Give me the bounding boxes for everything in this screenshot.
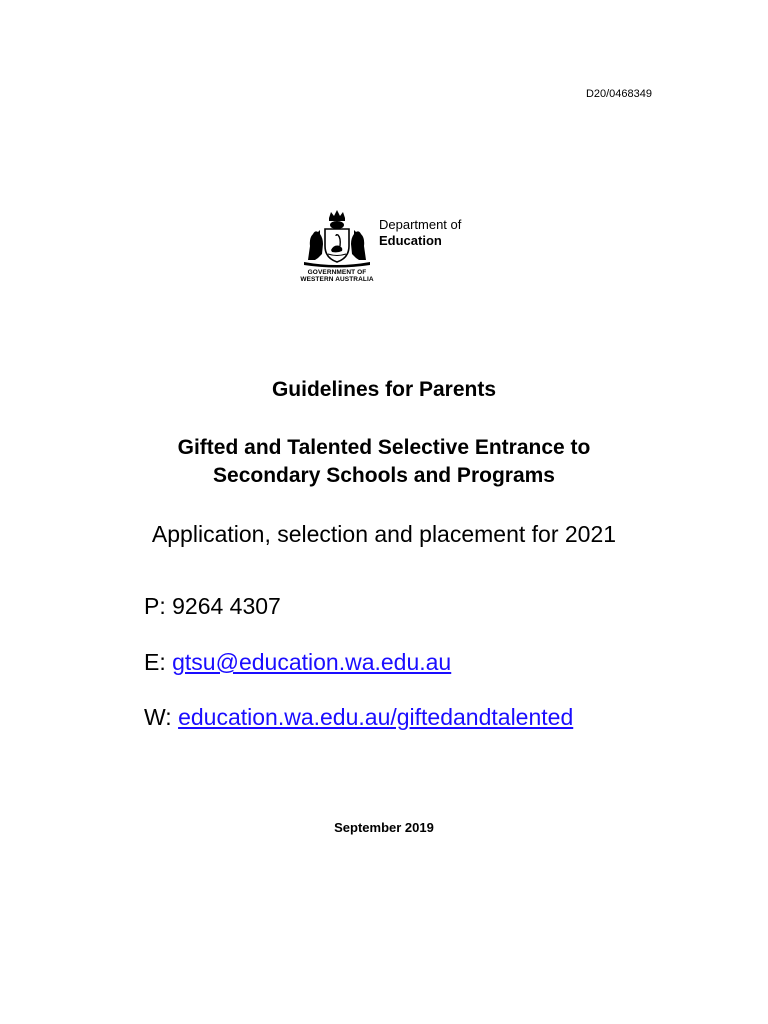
- email-contact: [144, 647, 451, 677]
- department-logo: [298, 208, 498, 288]
- website-label: W:: [144, 704, 172, 730]
- department-label-line1: Department of: [379, 217, 462, 232]
- page-subtitle-line1: Gifted and Talented Selective Entrance to: [177, 436, 591, 459]
- website-contact: [144, 702, 573, 732]
- government-label-line2: WESTERN AUSTRALIA: [300, 276, 374, 283]
- phone-contact: [144, 591, 281, 621]
- page-subtitle-line2: Secondary Schools and Programs: [213, 464, 555, 487]
- email-link[interactable]: gtsu@education.wa.edu.au: [172, 649, 452, 675]
- email-label: E:: [144, 649, 166, 675]
- phone-value: 9264 4307: [172, 593, 281, 619]
- publication-date: September 2019: [334, 820, 434, 835]
- website-link[interactable]: education.wa.edu.au/giftedandtalented: [178, 704, 574, 730]
- department-label-line2: Education: [379, 233, 442, 248]
- page-title: Guidelines for Parents: [271, 378, 497, 401]
- page-description: Application, selection and placement for 2021: [151, 521, 617, 547]
- phone-label: P:: [144, 593, 166, 619]
- wa-coat-of-arms-icon: [298, 208, 376, 270]
- page-subtitle: [0, 434, 768, 490]
- government-label-line1: GOVERNMENT OF: [307, 269, 367, 276]
- document-reference: D20/0468349: [585, 88, 652, 100]
